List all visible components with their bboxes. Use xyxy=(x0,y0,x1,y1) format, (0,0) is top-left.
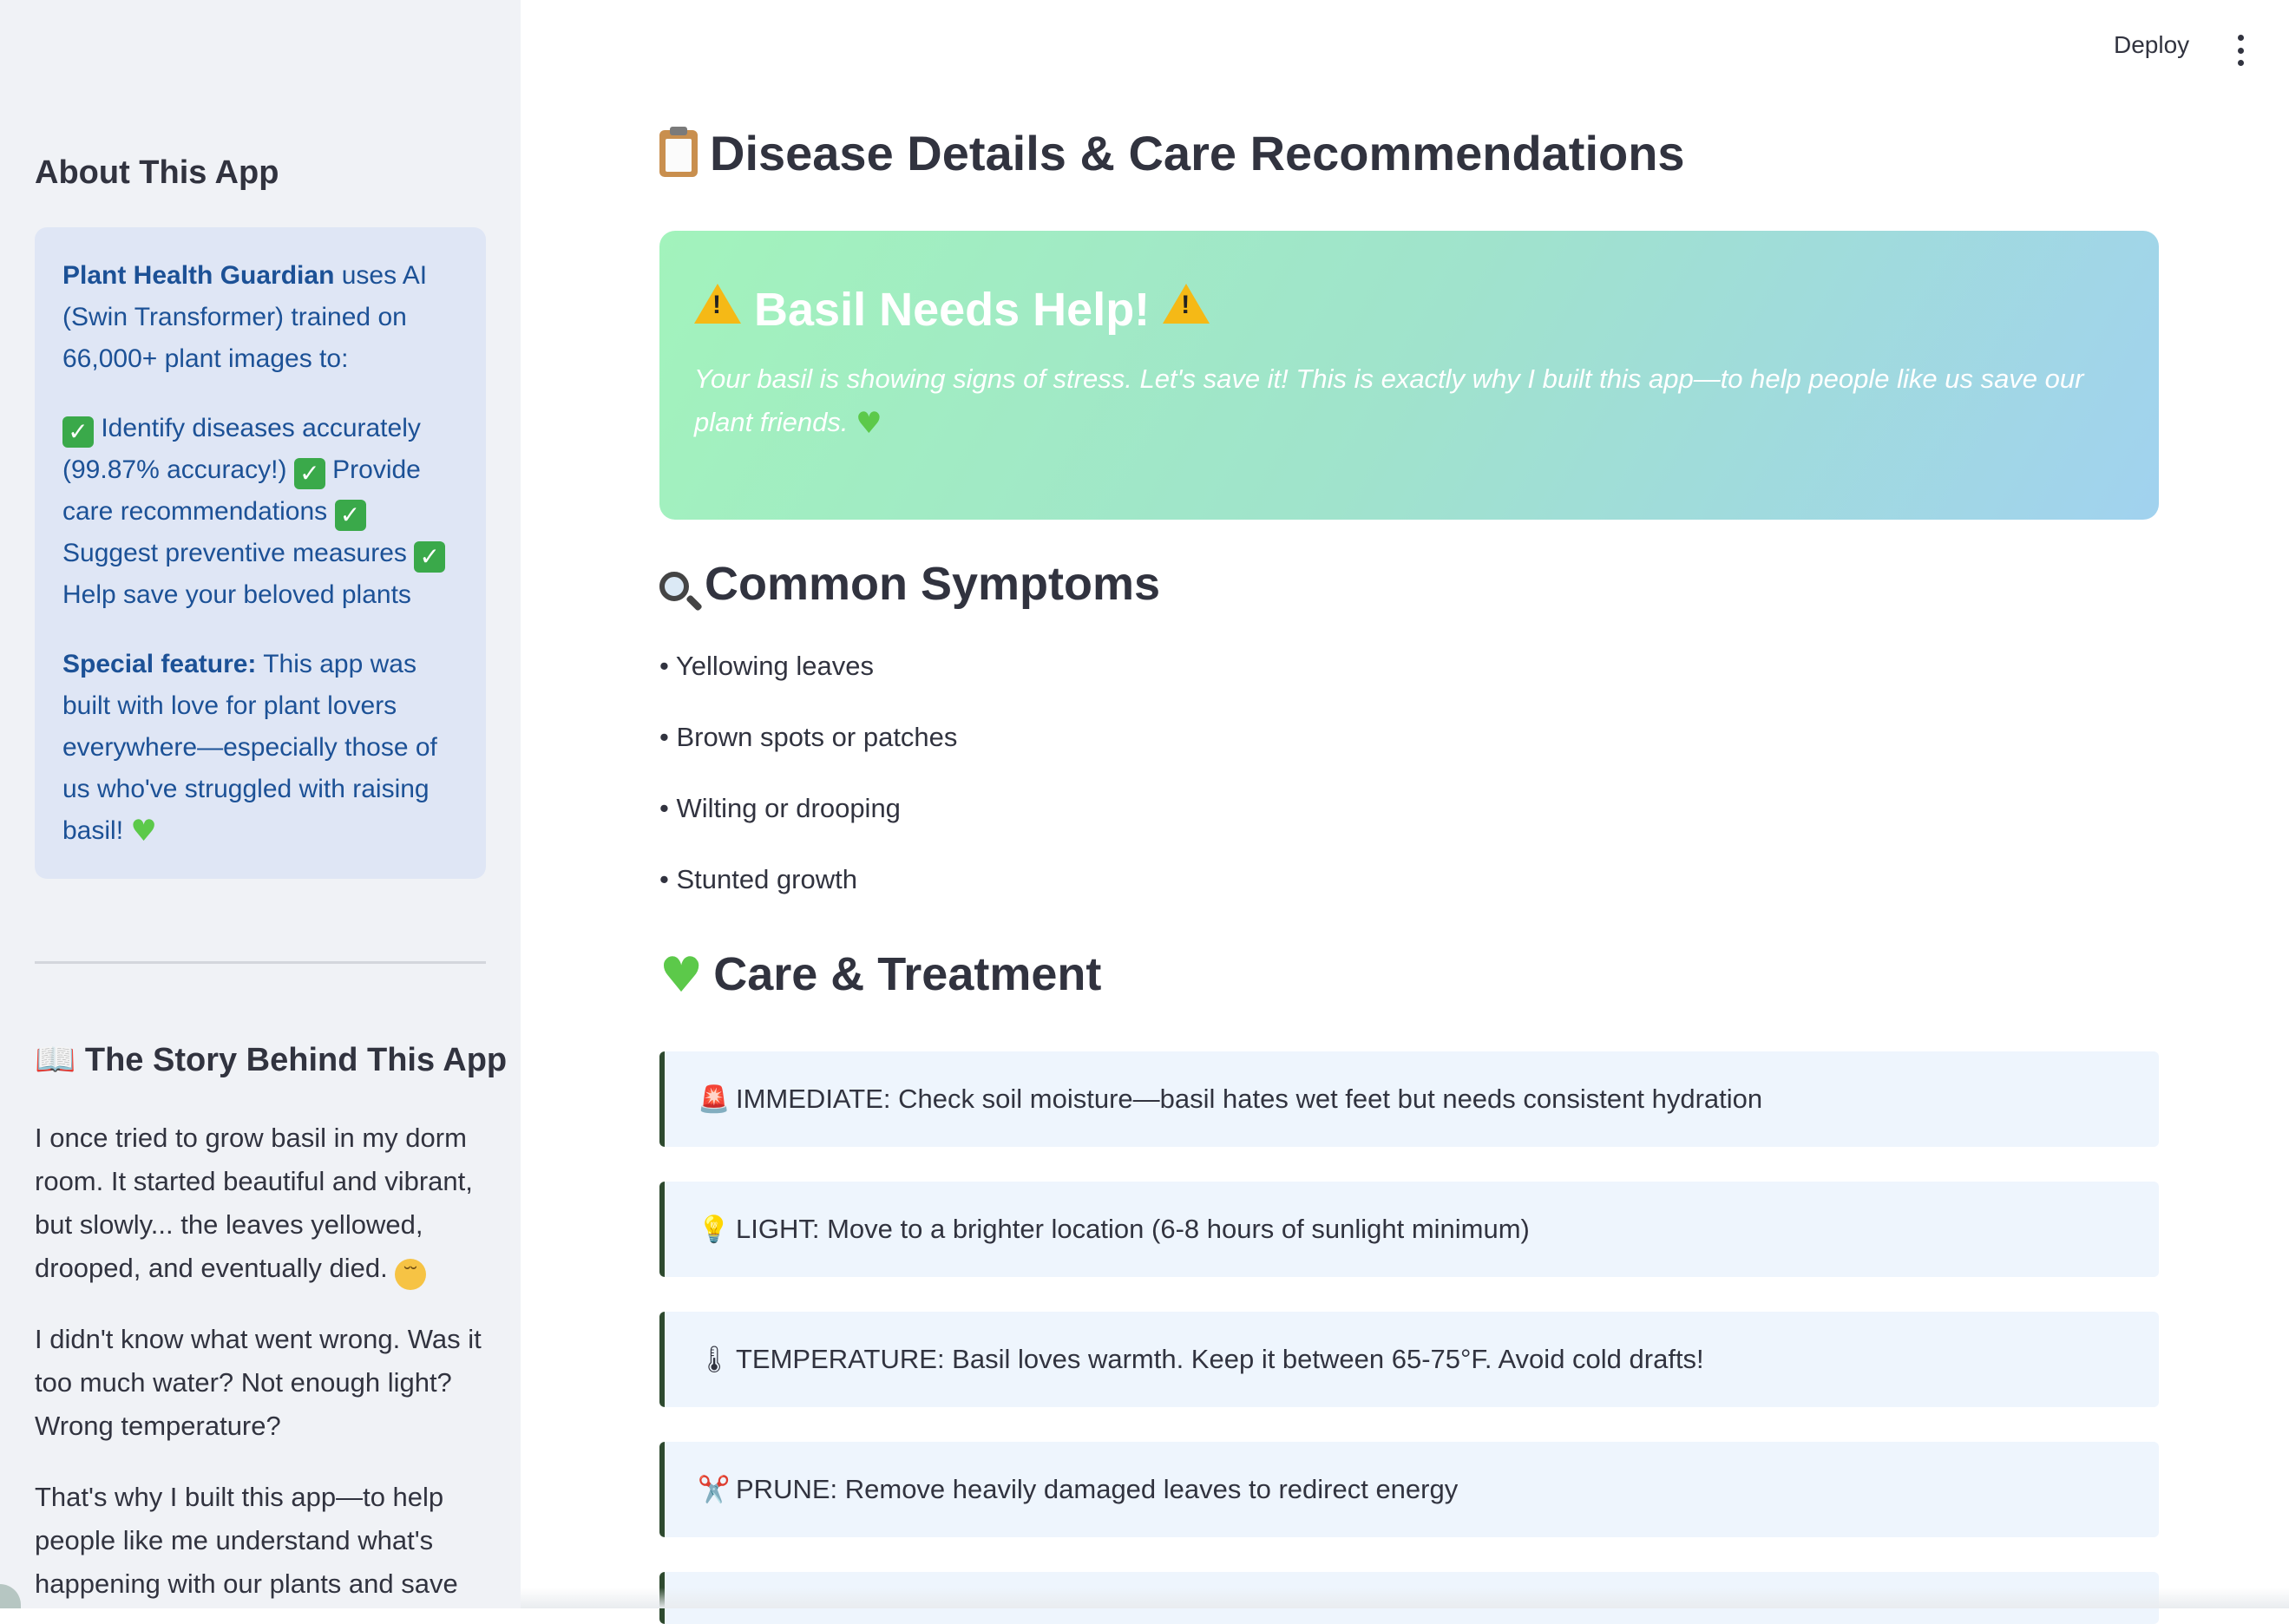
story-paragraph-3: That's why I built this app—to help people like me understand what's happening with our plants and save xyxy=(35,1482,458,1599)
alert-title-text: Basil Needs Help! xyxy=(754,284,1151,336)
alert-subtitle xyxy=(694,357,2124,445)
scroll-fade xyxy=(521,1588,2289,1608)
scissors-icon: ✂️ xyxy=(698,1474,731,1505)
care-item-text: LIGHT: Move to a brighter location (6-8 hours of sunlight minimum) xyxy=(736,1214,1530,1244)
special-text: This app was built with love for plant lovers everywhere—especially those of us who've struggled with raising basil! xyxy=(62,650,437,845)
symptom-item: • Stunted growth xyxy=(659,864,857,894)
symptom-item: • Brown spots or patches xyxy=(659,722,958,752)
care-item-text: TEMPERATURE: Basil loves warmth. Keep it between 65-75°F. Avoid cold drafts! xyxy=(736,1344,1704,1374)
care-item-text: PRUNE: Remove heavily damaged leaves to redirect energy xyxy=(736,1474,1459,1504)
symptoms-title-text: Common Symptoms xyxy=(705,558,1161,610)
story-title: 📖 The Story Behind This App xyxy=(35,1042,508,1078)
care-item-temperature xyxy=(659,1312,2159,1407)
about-intro-text: uses AI (Swin Transformer) trained on 66,000+ plant images to: xyxy=(62,261,428,373)
symptoms-title xyxy=(659,557,1160,611)
sidebar-divider xyxy=(35,961,486,964)
feature-2: Provide care recommendations xyxy=(62,455,421,526)
feature-1: Identify diseases accurately (99.87% accuracy!) xyxy=(62,414,421,484)
pensive-face-icon: ˘˘ xyxy=(395,1259,426,1290)
check-icon: ✓ xyxy=(62,416,94,448)
page-title-text: Disease Details & Care Recommendations xyxy=(710,126,1685,180)
page-title xyxy=(659,125,1685,181)
alert-banner xyxy=(659,231,2159,520)
feature-4: Help save your beloved plants xyxy=(62,580,411,609)
app-name: Plant Health Guardian xyxy=(62,261,335,290)
thermometer-icon: 🌡 xyxy=(698,1344,731,1375)
special-label: Special feature: xyxy=(62,650,257,678)
deploy-button[interactable]: Deploy xyxy=(2114,31,2190,58)
menu-dot xyxy=(2238,60,2244,66)
green-heart-icon: ♥ xyxy=(856,406,882,441)
story-paragraph-2: I didn't know what went wrong. Was it too much water? Not enough light? Wrong temperature? xyxy=(35,1324,482,1441)
feature-3: Suggest preventive measures xyxy=(62,539,407,567)
menu-dot xyxy=(2238,48,2244,54)
symptom-item: • Yellowing leaves xyxy=(659,651,874,681)
care-item-prune xyxy=(659,1442,2159,1537)
sidebar xyxy=(0,0,521,1608)
story-paragraph-1 xyxy=(35,1116,486,1290)
check-icon: ✓ xyxy=(414,541,445,573)
symptom-item: • Wilting or drooping xyxy=(659,793,901,823)
care-item-light xyxy=(659,1182,2159,1277)
magnifier-icon xyxy=(659,572,689,601)
about-intro xyxy=(62,255,458,380)
alert-subtitle-text: Your basil is showing signs of stress. Let's save it! This is exactly why I built this app—to help people like us save our plant friends. xyxy=(694,363,2084,437)
care-item-immediate xyxy=(659,1051,2159,1147)
warning-icon xyxy=(1163,284,1210,324)
corner-decoration xyxy=(0,1584,21,1608)
care-title xyxy=(659,947,1101,1004)
check-icon: ✓ xyxy=(335,500,366,531)
special-feature xyxy=(62,644,458,852)
feature-list xyxy=(62,408,458,616)
siren-icon: 🚨 xyxy=(698,1084,731,1115)
main-menu-icon[interactable] xyxy=(2233,35,2247,66)
warning-icon xyxy=(694,284,741,324)
green-heart-icon: ♥ xyxy=(659,947,704,1004)
green-heart-icon: ♥ xyxy=(130,814,157,848)
alert-title xyxy=(694,283,2124,337)
about-info-box xyxy=(35,227,486,879)
clipboard-icon xyxy=(659,130,698,177)
care-title-text: Care & Treatment xyxy=(713,948,1102,1000)
story-paragraph-1-text: I once tried to grow basil in my dorm room. It started beautiful and vibrant, but slowly... the leaves yellowed, drooped, and eventually died. xyxy=(35,1123,473,1283)
lightbulb-icon: 💡 xyxy=(698,1214,731,1245)
story-text xyxy=(35,1116,486,1608)
menu-dot xyxy=(2238,35,2244,41)
about-title: About This App xyxy=(35,154,279,191)
care-item-text: IMMEDIATE: Check soil moisture—basil hates wet feet but needs consistent hydration xyxy=(736,1084,1763,1114)
check-icon: ✓ xyxy=(294,458,325,489)
